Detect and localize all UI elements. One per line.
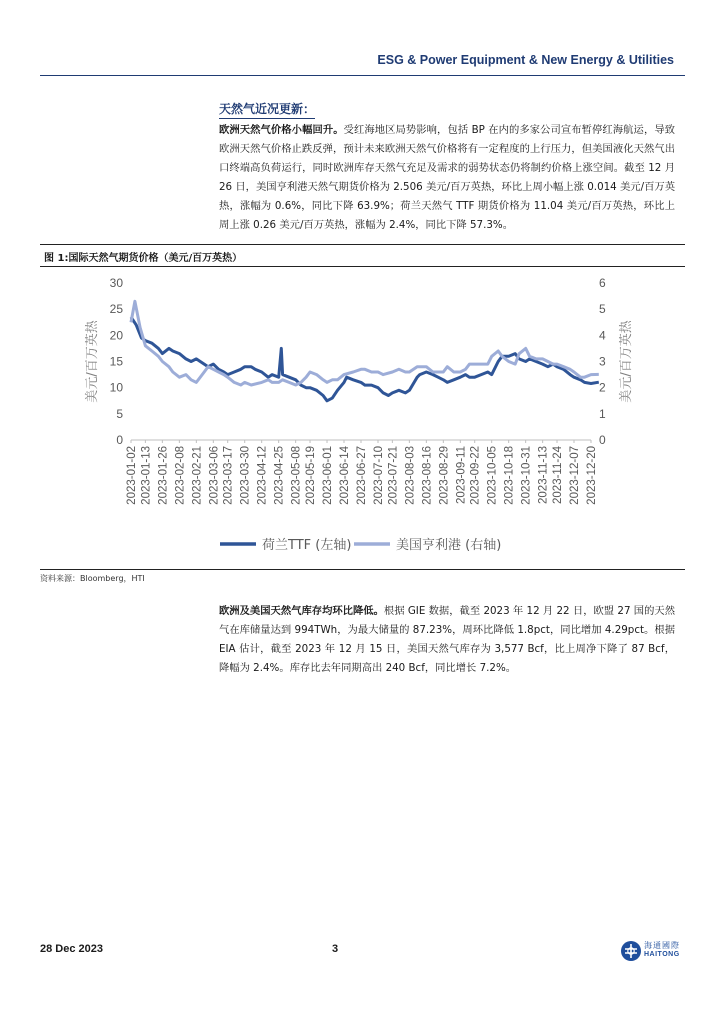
section-heading: 天然气近况更新： (219, 102, 316, 116)
x-axis-tick-label: 2023-12-20 (586, 446, 598, 505)
left-axis-tick-label: 0 (116, 433, 123, 447)
figure-title-rule (40, 266, 685, 267)
x-axis-tick-label: 2023-10-18 (503, 446, 516, 505)
left-axis-tick-label: 30 (109, 276, 123, 290)
paragraph-lead: 欧洲及美国天然气库存均环比降低。 (219, 605, 384, 617)
x-axis-tick-label: 2023-10-05 (486, 446, 499, 505)
right-axis-tick-label: 5 (599, 302, 606, 317)
left-axis-tick-label: 15 (109, 354, 123, 369)
x-axis-tick-label: 2023-08-03 (404, 446, 417, 505)
paragraph-body: 根据 GIE 数据，截至 2023 年 12 月 22 日，欧盟 27 国的天然气在库储量达到 994TWh，为最大储量的 87.23%，周环比降低 1.8pct，同比增加 4.29pct。根据 EIA 估计，截至 2023 年 12 月 15 日，美国天然气库存为 3,577 Bcf，比上周净下降了 87 Bcf，降幅为 2.4%。库存比去年同期高出 240 Bcf，同比增长 7.2%。 (219, 605, 676, 674)
x-axis-tick-label: 2023-07-21 (387, 446, 400, 505)
x-axis-tick-label: 2023-01-26 (157, 446, 170, 505)
haitong-logo (620, 940, 680, 964)
x-axis-tick-label: 2023-12-07 (569, 446, 582, 505)
figure-bottom-rule (40, 569, 685, 570)
x-axis-tick-label: 2023-06-01 (322, 446, 335, 505)
page-number: 3 (332, 943, 339, 955)
x-axis-tick-label: 2023-05-19 (305, 446, 318, 505)
left-axis-tick-label: 5 (116, 406, 123, 421)
x-axis-tick-label: 2023-11-13 (537, 446, 550, 504)
x-axis-tick-label: 2023-09-22 (469, 446, 482, 505)
gas-futures-chart (40, 268, 685, 568)
legend-label: 美国亨利港 (右轴) (396, 538, 502, 553)
header-divider (40, 75, 685, 76)
x-axis-tick-label: 2023-04-12 (256, 446, 269, 505)
right-axis-tick-label: 6 (599, 276, 606, 290)
x-axis-tick-label: 2023-03-06 (208, 446, 221, 505)
x-axis-tick-label: 2023-10-31 (520, 446, 533, 505)
paragraph-body: 受红海地区局势影响，包括 BP 在内的多家公司宣布暂停红海航运，导致欧洲天然气价格止跌反弹，预计未来欧洲天然气价格将有一定程度的上行压力，但美国液化天然气出口终端高负荷运行，同时欧洲库存天然气充足及需求的弱势状态仍将制约价格上涨空间。截至 12 月 26 日，美国亨利港天然气期货价格为 2.506 美元/百万英热，环比上周小幅上涨 0.014 美元/百万英热，涨幅为 0.6%，同比下降 63.9%；荷兰天然气 TTF 期货价格为 11.04 美元/百万英热，环比上周上涨 0.26 美元/百万英热，涨幅为 2.4%，同比下降 57.3%。 (219, 124, 676, 231)
x-axis-tick-label: 2023-08-29 (438, 446, 451, 505)
series-line-ttf (131, 317, 599, 401)
haitong-logo-icon (620, 940, 642, 962)
logo-text-cn: 海通國際 (644, 941, 680, 950)
x-axis-tick-label: 2023-04-25 (273, 446, 286, 505)
figure-top-rule (40, 244, 685, 245)
right-axis-tick-label: 2 (599, 380, 606, 395)
x-axis-tick-label: 2023-08-16 (421, 446, 434, 505)
x-axis-tick-label: 2023-06-27 (356, 446, 368, 505)
right-axis-tick-label: 1 (599, 406, 606, 421)
x-axis-tick-label: 2023-03-30 (239, 446, 252, 505)
x-axis-tick-label: 2023-03-17 (222, 446, 235, 505)
right-axis-tick-label: 3 (599, 354, 606, 369)
left-axis-title: 美元/百万英热 (85, 320, 100, 403)
series-line-henry-hub (131, 301, 599, 385)
footer-date: 28 Dec 2023 (40, 943, 103, 955)
x-axis-tick-label: 2023-02-08 (174, 446, 187, 505)
figure-source: 资料来源：Bloomberg，HTI (40, 574, 145, 583)
right-axis-tick-label: 0 (599, 433, 606, 447)
x-axis-tick-label: 2023-05-08 (290, 446, 303, 505)
x-axis-tick-label: 2023-01-13 (140, 446, 153, 505)
report-header-title: ESG & Power Equipment & New Energy & Utilities (377, 53, 674, 67)
x-axis-tick-label: 2023-09-11 (455, 446, 468, 504)
paragraph-eu-gas-price (219, 121, 675, 235)
paragraph-lead: 欧洲天然气价格小幅回升。 (219, 124, 344, 136)
section-heading-underline (219, 118, 315, 119)
figure-title: 图 1:国际天然气期货价格（美元/百万英热） (44, 253, 243, 264)
legend-label: 荷兰TTF (左轴) (262, 538, 352, 553)
logo-text-en: HAITONG (644, 951, 680, 958)
left-axis-tick-label: 25 (109, 302, 123, 317)
right-axis-title: 美元/百万英热 (619, 320, 634, 403)
right-axis-tick-label: 4 (599, 328, 606, 343)
paragraph-gas-inventory (219, 602, 675, 678)
left-axis-tick-label: 10 (109, 380, 123, 395)
left-axis-tick-label: 20 (109, 328, 123, 343)
x-axis-tick-label: 2023-11-24 (552, 446, 565, 504)
x-axis-tick-label: 2023-01-02 (126, 446, 138, 505)
x-axis-tick-label: 2023-07-10 (372, 446, 385, 505)
x-axis-tick-label: 2023-06-14 (339, 446, 352, 505)
x-axis-tick-label: 2023-02-21 (191, 446, 204, 505)
